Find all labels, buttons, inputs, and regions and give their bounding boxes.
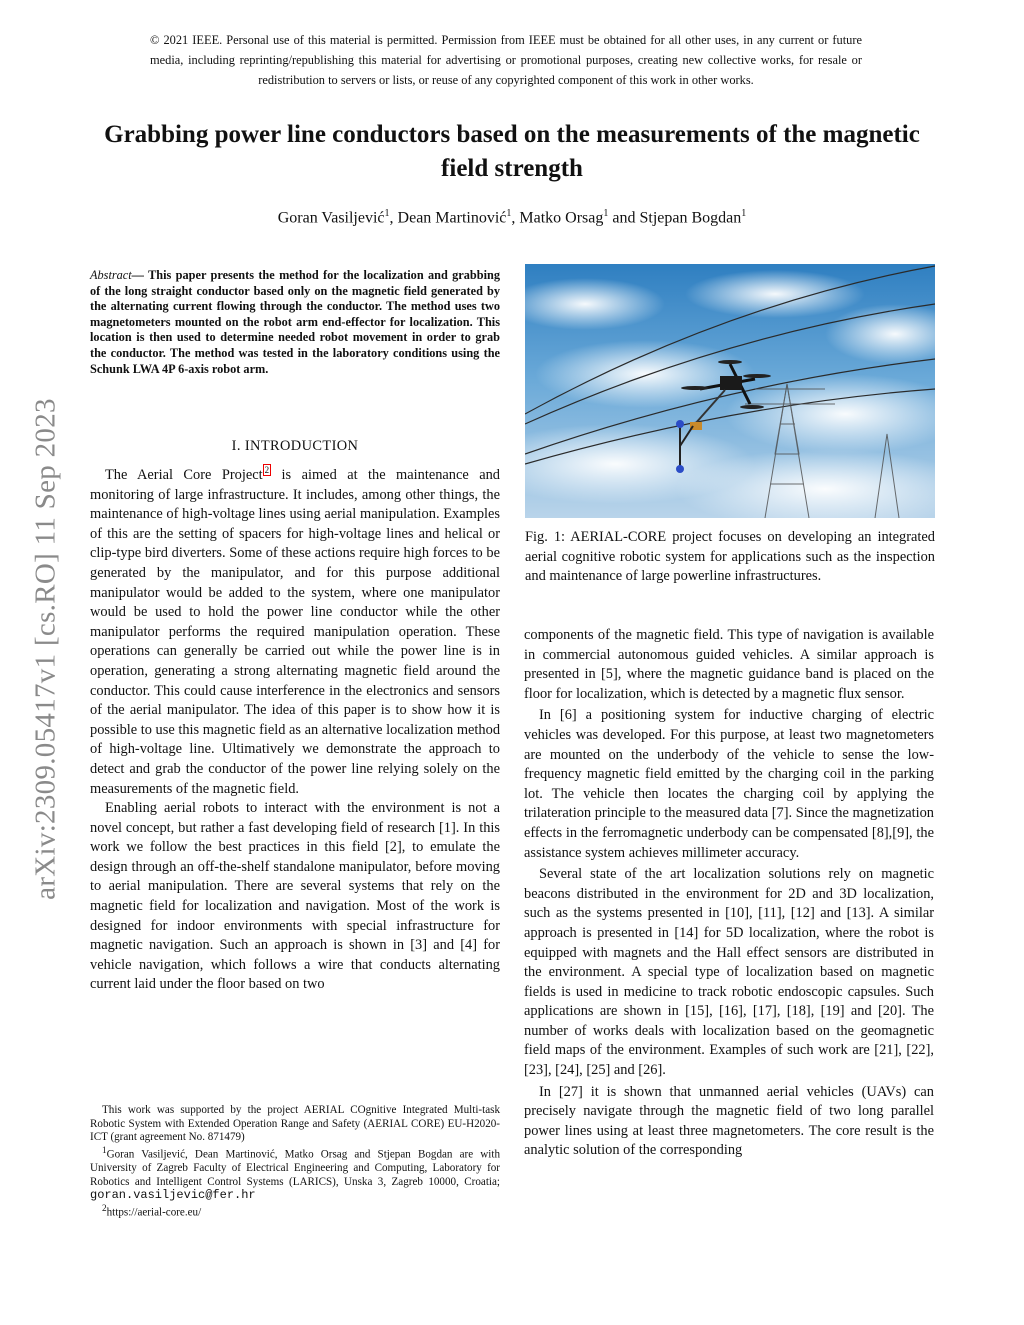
arxiv-id: arXiv:2309.05417v1 [cs.RO] 11 Sep 2023	[29, 398, 62, 900]
author-name: Stjepan Bogdan	[639, 209, 742, 227]
paragraph: In [27] it is shown that unmanned aerial vehicles (UAVs) can precisely navigate through the magnetic field of two long parallel power lines using at least three magnetometers. The core result is the analytic solution of the corresponding	[524, 1083, 934, 1159]
author-list	[90, 208, 934, 227]
figure-drone-powerline-photo	[525, 264, 935, 518]
footnote-mark: 1	[102, 1145, 107, 1156]
footnote-link[interactable]: 2	[264, 465, 270, 476]
affiliation-mark: 1	[741, 208, 747, 219]
paper-title: Grabbing power line conductors based on the measurements of the magnetic field strength	[104, 121, 920, 182]
footnote-text: Goran Vasiljević, Dean Martinović, Matko Orsag and Stjepan Bogdan are with University of Zagreb Faculty of Electrical Engineering and Computing, Laboratory for Robotics and Intelligent Control Systems (LARICS), Unska 3, Zagreb 10000, Croatia;	[90, 1148, 500, 1188]
section-heading: I. INTRODUCTION	[231, 438, 359, 454]
paragraph-text: is aimed at the maintenance and monitoring of large infrastructure. It includes, among other things, the maintenance of high-voltage lines using aerial manipulation. Examples of this are the setting of spacers for high-voltage lines and helical or clip-type bird diverters. Some of these actions require high forces to be generated by the manipulator, and for this purpose additional manipulator would be added to the system, where one manipulator would be used to hold the power line conductor while the other manipulator performs the required manipulation operation. These operations can generally be carried out while the power line is in operation, generating a strong alternating magnetic field around the conductor. This could cause interference in the electronics and sensors of the aerial manipulator. The idea of this paper is to show how it is possible to use this magnetic field as an alternative localization method of high-voltage line. Ultimatively we demonstrate the approach to detect and grab the conductor of the power line relying solely on the measurements of the magnetic field.	[90, 467, 501, 797]
affiliation-footnote	[90, 1145, 500, 1203]
author-separator: ,	[389, 209, 398, 227]
author-name: Goran Vasiljević	[277, 209, 385, 227]
author-separator: ,	[511, 209, 520, 227]
affiliation-mark: 1	[506, 208, 512, 219]
author-separator: and	[608, 209, 640, 227]
url-footnote	[90, 1203, 500, 1220]
project-url[interactable]: https://aerial-core.eu/	[106, 1206, 202, 1219]
left-column-body	[90, 466, 500, 995]
paragraph: Enabling aerial robots to interact with the environment is not a novel concept, but rather a fast developing field of research [1]. In this work we follow the best practices in this field [2], to emulate the design through an off-the-shelf standalone manipulator, before moving to aerial manipulation. There are several systems that rely on the magnetic field for localization and navigation. Most of the work is designed for indoor environments with special infrastructure for magnetic navigation. Such an approach is shown in [3] and [4] for vehicle navigation, which follows a wire that conducts alternating current laid under the floor based on two	[90, 800, 500, 993]
abstract-label: Abstract	[90, 268, 132, 282]
affiliation-mark: 1	[384, 208, 390, 219]
paragraph-text: The Aerial Core Project	[105, 467, 263, 483]
drone-photo-illustration	[525, 264, 935, 518]
arxiv-side-stamp	[6, 354, 86, 944]
abstract-text: — This paper presents the method for the localization and grabbing of the long straight conductor based only on the magnetic field generated by the alternating current flowing through the conductor. The method uses two magnetometers mounted on the robot arm end-effector for localization. This location is then used to determine needed robot movement in order to grab the conductor. The method was tested in the laboratory conditions using the Schunk LWA 4P 6-axis robot arm.	[90, 268, 500, 376]
footnotes	[90, 1104, 500, 1220]
figure-caption: Fig. 1: AERIAL-CORE project focuses on developing an integrated aerial cognitive robotic system for applications such as the inspection and maintenance of large powerline infrastructures.	[525, 529, 935, 585]
copyright-notice: © 2021 IEEE. Personal use of this material is permitted. Permission from IEEE must be obtained for all other uses, in any current or future media, including reprinting/republishing this material for advertising or promotional purposes, creating new collective works, for resale or redistribution to servers or lists, or reuse of any copyrighted component of this work in other works.	[150, 33, 862, 87]
author-name: Matko Orsag	[519, 209, 604, 227]
footnote-mark: 2	[102, 1203, 107, 1214]
right-column-body	[524, 626, 934, 1161]
affiliation-mark: 1	[603, 208, 609, 219]
paragraph: Several state of the art localization solutions rely on magnetic beacons distributed in the environment for 2D and 3D localization, such as the systems presented in [10], [11], [12] and [13]. A similar approach is presented in [14] for 5D localization, where the robot is equipped with magnets and the Hall effect sensors are distributed in the environment. A special type of localization based on magnetic fields is used in medicine to track robotic endoscopic capsules. Such applications are shown in [15], [16], [17], [18], [19] and [20]. The number of works deals with localization based on the geomagnetic field maps of the environment. Examples of such work are [21], [22], [23], [24], [25] and [26].	[524, 866, 934, 1079]
author-name: Dean Martinović	[397, 209, 507, 227]
paragraph: components of the magnetic field. This type of navigation is available in commercial autonomous guided vehicles. A similar approach is presented in [5], where the magnetic guidance band is placed on the floor for localization, which is detected by a magnetic flux sensor.	[524, 627, 934, 702]
funding-footnote: This work was supported by the project AERIAL COgnitive Integrated Multi-task Robotic System with Extended Operation Range and Safety (AERIAL CORE) EU-H2020-ICT (grant agreement No. 871479)	[90, 1104, 500, 1144]
author-email[interactable]: goran.vasiljevic@fer.hr	[90, 1188, 256, 1203]
abstract	[90, 268, 500, 377]
paragraph: In [6] a positioning system for inductive charging of electric vehicles was developed. For this purpose, at least two magnetometers are mounted on the underbody of the vehicle to sense the low-frequency magnetic field emitted by the charging coil in the parking lot. The vehicle then locates the charging coil by applying the trilateration principle to the measured data [7]. Since the magnetization effects in the ferromagnetic underbody can be compensated [8],[9], the assistance system achieves millimeter accuracy.	[524, 707, 934, 861]
paragraph	[90, 466, 500, 799]
